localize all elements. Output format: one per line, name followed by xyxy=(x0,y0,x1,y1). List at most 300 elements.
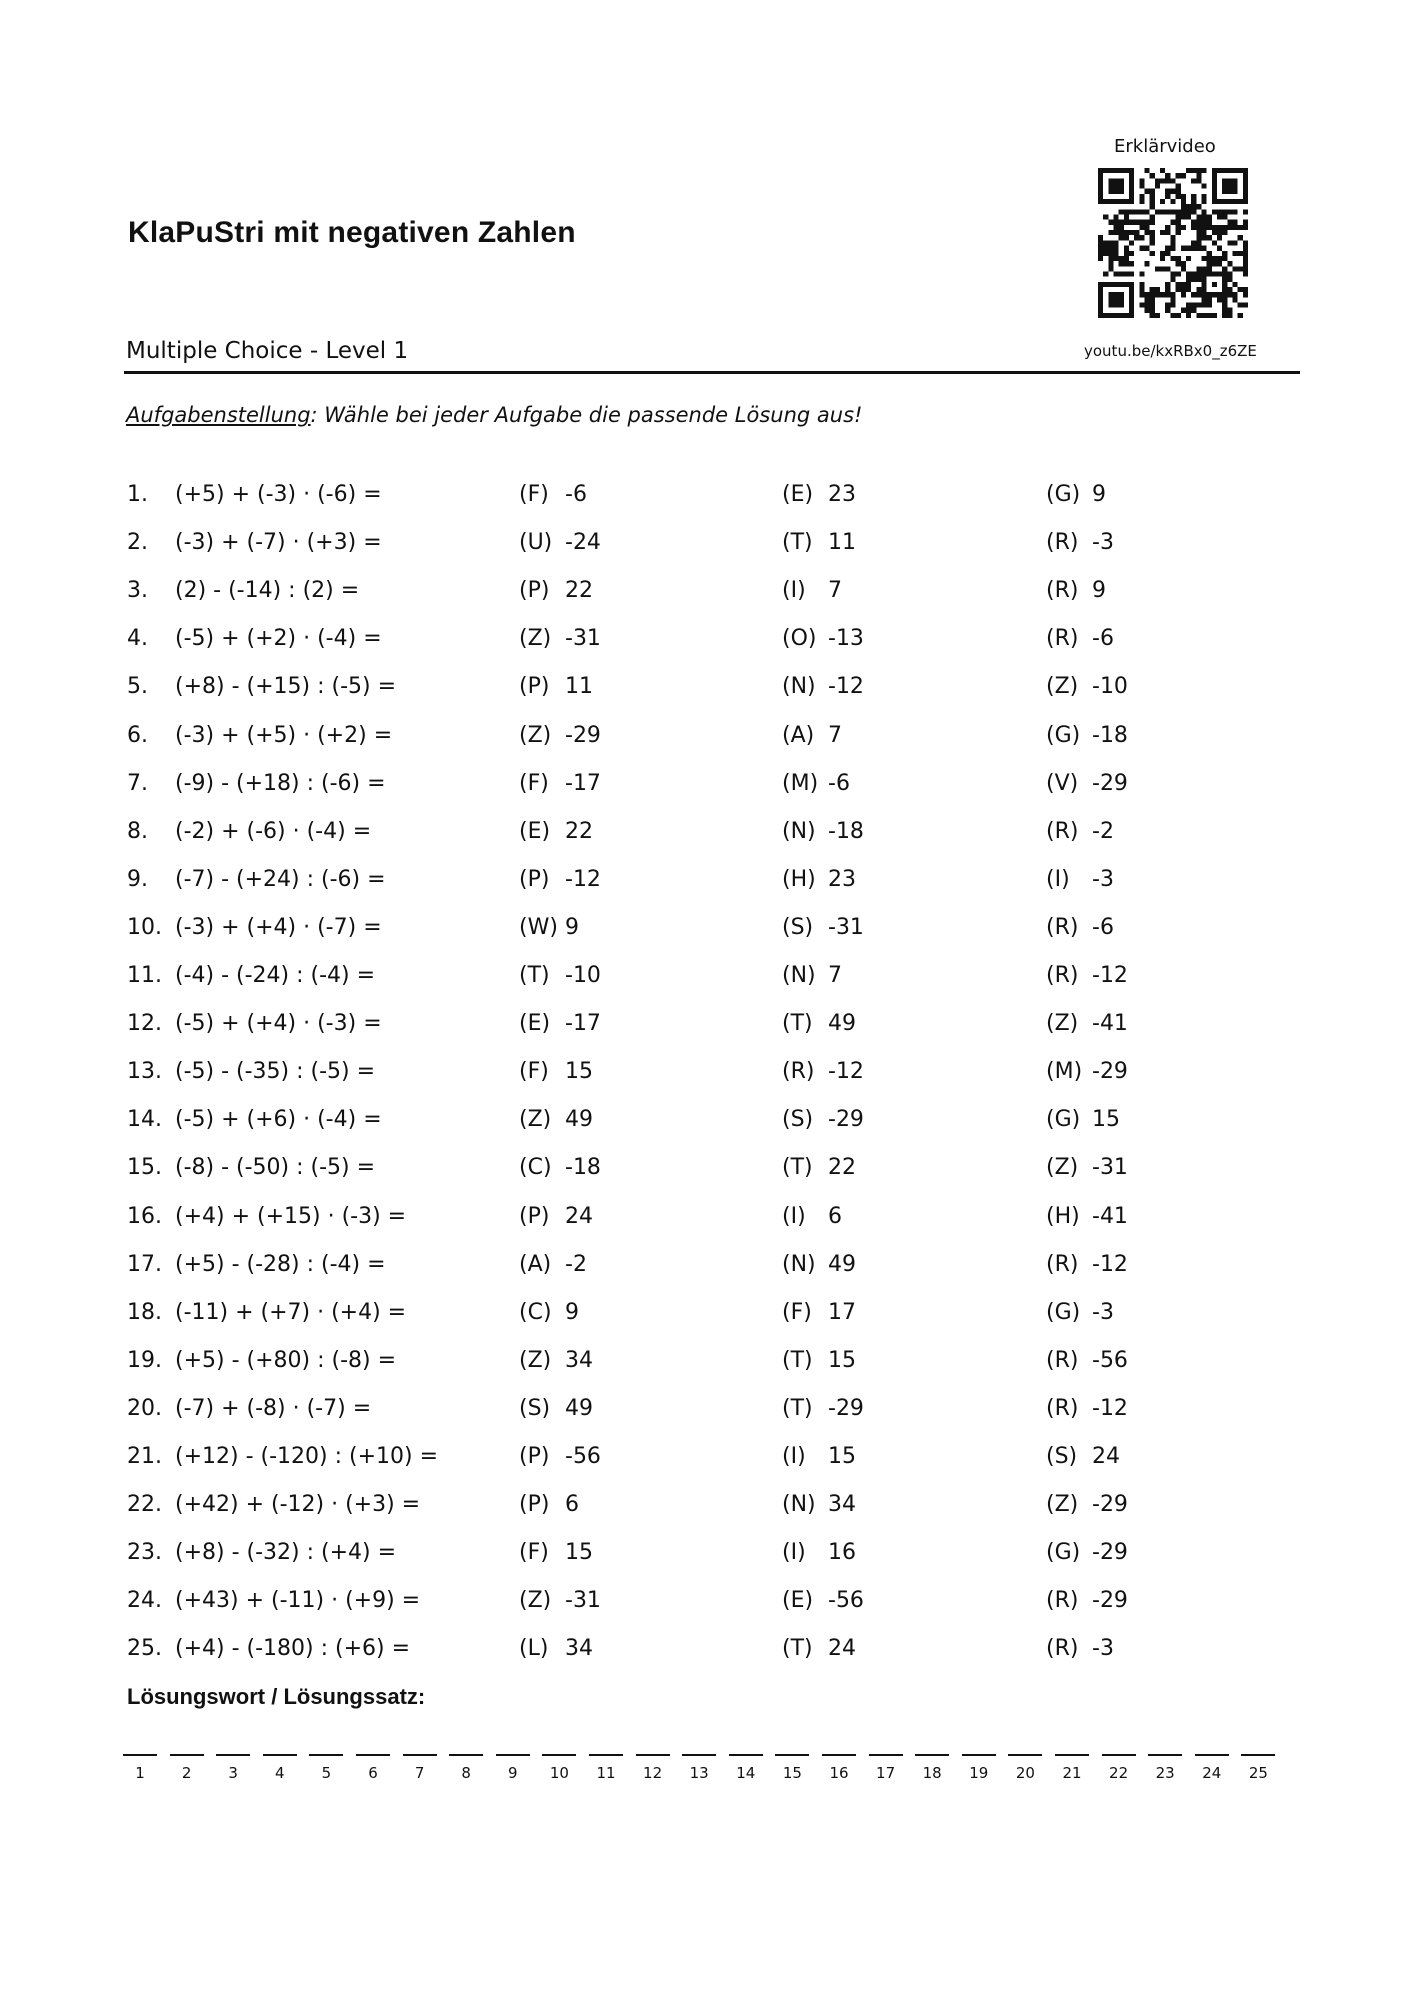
task-expression: (-3) + (-7) · (+3) = xyxy=(175,530,382,556)
answer-option-c[interactable] xyxy=(1046,1145,1128,1191)
option-letter: (N) xyxy=(782,818,816,844)
task-row xyxy=(0,1626,1414,1672)
answer-option-b[interactable] xyxy=(782,1290,856,1336)
option-letter: (G) xyxy=(1046,482,1081,507)
answer-option-c[interactable] xyxy=(1046,1194,1128,1240)
answer-option-a[interactable] xyxy=(519,1578,601,1624)
blank-index: 17 xyxy=(876,1764,896,1782)
option-letter: (S) xyxy=(782,1107,814,1133)
task-row xyxy=(0,1530,1414,1576)
task-expression: (+42) + (-12) · (+3) = xyxy=(175,1492,421,1518)
answer-option-c[interactable] xyxy=(1046,713,1128,759)
option-value: 11 xyxy=(565,674,593,700)
option-value: 6 xyxy=(565,1492,579,1518)
option-letter: (H) xyxy=(1046,1203,1080,1229)
answer-option-c[interactable] xyxy=(1046,1242,1128,1288)
blank-index: 10 xyxy=(549,1764,569,1782)
blank-index: 5 xyxy=(321,1764,332,1782)
answer-option-c[interactable] xyxy=(1046,616,1114,662)
task-expression: (-5) + (+4) · (-3) = xyxy=(175,1011,382,1037)
option-letter: (C) xyxy=(519,1155,552,1181)
blank-index: 23 xyxy=(1155,1764,1175,1782)
option-value: -3 xyxy=(1092,1636,1114,1662)
answer-option-b[interactable] xyxy=(782,1145,856,1191)
answer-option-b[interactable] xyxy=(782,1338,856,1384)
option-letter: (N) xyxy=(782,963,816,988)
option-value: 49 xyxy=(565,1107,593,1133)
answer-option-c[interactable] xyxy=(1046,568,1106,614)
blank-index: 2 xyxy=(181,1764,192,1782)
solution-blank[interactable] xyxy=(1008,1754,1042,1782)
answer-option-a[interactable] xyxy=(519,1626,593,1672)
option-value: -10 xyxy=(1092,674,1128,700)
answer-option-b[interactable] xyxy=(782,905,864,951)
option-value: 9 xyxy=(565,1299,579,1325)
option-letter: (G) xyxy=(1046,1107,1081,1133)
task-row xyxy=(0,1338,1414,1384)
answer-option-c[interactable] xyxy=(1046,1049,1128,1095)
task-number: 7. xyxy=(127,770,148,796)
solution-blank[interactable] xyxy=(636,1754,670,1782)
solution-blank[interactable] xyxy=(822,1754,856,1782)
answer-option-c[interactable] xyxy=(1046,809,1114,855)
answer-option-b[interactable] xyxy=(782,1530,856,1576)
task-row xyxy=(0,809,1414,855)
answer-option-b[interactable] xyxy=(782,1242,856,1288)
task-number: 19. xyxy=(127,1347,162,1373)
answer-option-a[interactable] xyxy=(519,713,601,759)
answer-option-b[interactable] xyxy=(782,568,842,614)
option-letter: (E) xyxy=(519,1011,551,1037)
task-number: 6. xyxy=(127,722,148,748)
task-expression: (+43) + (-11) · (+9) = xyxy=(175,1588,421,1614)
solution-blank[interactable] xyxy=(915,1754,949,1782)
answer-option-b[interactable] xyxy=(782,1626,856,1672)
task-row xyxy=(0,1001,1414,1047)
task-expression: (-5) - (-35) : (-5) = xyxy=(175,1059,376,1085)
blank-index: 20 xyxy=(1015,1764,1035,1782)
task-expression: (+5) + (-3) · (-6) = xyxy=(175,482,382,507)
option-value: -10 xyxy=(565,963,601,988)
option-letter: (R) xyxy=(1046,626,1079,652)
solution-blank[interactable] xyxy=(403,1754,437,1782)
option-letter: (Z) xyxy=(519,722,552,748)
option-letter: (P) xyxy=(519,578,550,604)
option-letter: (S) xyxy=(1046,1444,1078,1469)
answer-option-c[interactable] xyxy=(1046,1386,1128,1432)
blank-index: 3 xyxy=(228,1764,238,1782)
answer-option-c[interactable] xyxy=(1046,761,1128,807)
task-expression: (+5) - (+80) : (-8) = xyxy=(175,1347,397,1373)
page-title: KlaPuStri mit negativen Zahlen xyxy=(128,216,576,249)
option-value: -13 xyxy=(828,626,864,652)
option-letter: (E) xyxy=(782,482,814,507)
answer-option-a[interactable] xyxy=(519,520,601,566)
answer-option-c[interactable] xyxy=(1046,1626,1114,1672)
solution-blank[interactable] xyxy=(775,1754,809,1782)
answer-option-b[interactable] xyxy=(782,713,842,759)
solution-blank[interactable] xyxy=(216,1754,250,1782)
answer-option-b[interactable] xyxy=(782,1386,864,1432)
task-expression: (-7) + (-8) · (-7) = xyxy=(175,1395,372,1421)
answer-option-b[interactable] xyxy=(782,1194,842,1240)
blank-index: 19 xyxy=(969,1764,989,1782)
blank-line xyxy=(636,1754,670,1756)
option-letter: (T) xyxy=(519,963,550,988)
answer-option-b[interactable] xyxy=(782,761,850,807)
answer-option-c[interactable] xyxy=(1046,1434,1120,1480)
blank-index: 14 xyxy=(736,1764,756,1782)
option-value: 24 xyxy=(1092,1444,1120,1469)
answer-option-b[interactable] xyxy=(782,616,864,662)
option-letter: (Z) xyxy=(519,1107,552,1133)
blank-index: 4 xyxy=(275,1764,285,1782)
answer-option-c[interactable] xyxy=(1046,472,1106,518)
answer-option-a[interactable] xyxy=(519,857,601,903)
solution-blank[interactable] xyxy=(729,1754,763,1782)
answer-option-c[interactable] xyxy=(1046,1578,1128,1624)
blank-line xyxy=(1008,1754,1042,1756)
solution-blank[interactable] xyxy=(263,1754,297,1782)
task-row xyxy=(0,568,1414,614)
answer-option-a[interactable] xyxy=(519,905,579,951)
solution-blank[interactable] xyxy=(356,1754,390,1782)
blank-line xyxy=(869,1754,903,1756)
option-value: 49 xyxy=(828,1011,856,1037)
option-value: 15 xyxy=(828,1444,856,1469)
option-letter: (Z) xyxy=(519,1347,552,1373)
task-number: 17. xyxy=(127,1251,162,1277)
answer-option-a[interactable] xyxy=(519,1530,593,1576)
option-letter: (G) xyxy=(1046,722,1081,748)
header-divider xyxy=(124,371,1300,374)
option-value: 34 xyxy=(828,1492,856,1518)
answer-option-a[interactable] xyxy=(519,1290,579,1336)
answer-option-a[interactable] xyxy=(519,1482,579,1528)
answer-option-a[interactable] xyxy=(519,616,601,662)
option-value: 15 xyxy=(1092,1107,1120,1133)
answer-option-a[interactable] xyxy=(519,1242,587,1288)
answer-option-b[interactable] xyxy=(782,1482,856,1528)
option-letter: (T) xyxy=(782,1395,813,1421)
option-letter: (V) xyxy=(1046,770,1079,796)
solution-blank[interactable] xyxy=(1055,1754,1089,1782)
blank-index: 15 xyxy=(782,1764,802,1782)
solution-blank[interactable] xyxy=(309,1754,343,1782)
blank-line xyxy=(263,1754,297,1756)
option-value: -56 xyxy=(1092,1347,1128,1373)
option-value: -6 xyxy=(828,770,850,796)
task-number: 1. xyxy=(127,482,148,507)
answer-option-c[interactable] xyxy=(1046,857,1114,903)
option-value: -31 xyxy=(565,626,601,652)
answer-option-a[interactable] xyxy=(519,1434,601,1480)
blank-index: 1 xyxy=(135,1764,145,1782)
qr-caption: Erklärvideo xyxy=(1114,136,1216,157)
blank-line xyxy=(589,1754,623,1756)
option-letter: (R) xyxy=(1046,1636,1079,1662)
option-value: 15 xyxy=(565,1059,593,1085)
option-value: 34 xyxy=(565,1347,593,1373)
answer-option-c[interactable] xyxy=(1046,1001,1128,1047)
task-expression: (-7) - (+24) : (-6) = xyxy=(175,866,386,892)
solution-label: Lösungswort / Lösungssatz: xyxy=(127,1684,426,1709)
solution-blank[interactable] xyxy=(1195,1754,1229,1782)
option-letter: (N) xyxy=(782,674,816,700)
task-row xyxy=(0,1242,1414,1288)
option-letter: (R) xyxy=(1046,914,1079,940)
blank-index: 22 xyxy=(1109,1764,1129,1782)
blank-index: 24 xyxy=(1202,1764,1222,1782)
qr-code-icon[interactable] xyxy=(1098,168,1248,318)
task-number: 15. xyxy=(127,1155,162,1181)
option-letter: (E) xyxy=(519,818,551,844)
option-value: 15 xyxy=(828,1347,856,1373)
option-letter: (T) xyxy=(782,1347,813,1373)
option-value: 49 xyxy=(565,1395,593,1421)
task-expression: (-5) + (+2) · (-4) = xyxy=(175,626,382,652)
blank-index: 13 xyxy=(689,1764,709,1782)
option-letter: (F) xyxy=(782,1299,812,1325)
solution-blank[interactable] xyxy=(682,1754,716,1782)
answer-option-b[interactable] xyxy=(782,857,856,903)
option-value: -29 xyxy=(1092,1059,1128,1085)
option-letter: (Z) xyxy=(1046,1011,1079,1037)
option-letter: (I) xyxy=(1046,866,1070,892)
option-letter: (R) xyxy=(1046,963,1079,988)
option-letter: (R) xyxy=(1046,1395,1079,1421)
blank-line xyxy=(1148,1754,1182,1756)
option-value: -3 xyxy=(1092,530,1114,556)
option-value: -17 xyxy=(565,1011,601,1037)
answer-option-a[interactable] xyxy=(519,1194,593,1240)
option-value: -3 xyxy=(1092,1299,1114,1325)
answer-option-b[interactable] xyxy=(782,520,856,566)
solution-blank[interactable] xyxy=(1102,1754,1136,1782)
solution-blank[interactable] xyxy=(542,1754,576,1782)
option-value: 23 xyxy=(828,482,856,507)
task-number: 3. xyxy=(127,578,148,604)
task-number: 5. xyxy=(127,674,148,700)
option-value: -29 xyxy=(1092,1588,1128,1614)
answer-option-c[interactable] xyxy=(1046,905,1114,951)
option-letter: (R) xyxy=(1046,818,1079,844)
option-letter: (Z) xyxy=(1046,1492,1079,1518)
option-letter: (P) xyxy=(519,1444,550,1469)
option-letter: (Z) xyxy=(1046,674,1079,700)
answer-option-b[interactable] xyxy=(782,1578,864,1624)
task-expression: (+8) - (-32) : (+4) = xyxy=(175,1540,397,1566)
option-value: -29 xyxy=(1092,1492,1128,1518)
option-letter: (S) xyxy=(519,1395,551,1421)
solution-blank[interactable] xyxy=(869,1754,903,1782)
answer-option-c[interactable] xyxy=(1046,1097,1120,1143)
option-value: -6 xyxy=(565,482,587,507)
answer-option-a[interactable] xyxy=(519,953,601,999)
task-expression: (-9) - (+18) : (-6) = xyxy=(175,770,386,796)
task-number: 18. xyxy=(127,1299,162,1325)
answer-option-a[interactable] xyxy=(519,472,587,518)
option-value: -18 xyxy=(565,1155,601,1181)
task-number: 12. xyxy=(127,1011,162,1037)
video-link[interactable]: youtu.be/kxRBx0_z6ZE xyxy=(1084,342,1257,360)
option-letter: (E) xyxy=(782,1588,814,1614)
task-number: 10. xyxy=(127,914,162,940)
answer-option-a[interactable] xyxy=(519,1386,593,1432)
task-expression: (-8) - (-50) : (-5) = xyxy=(175,1155,376,1181)
task-row xyxy=(0,1290,1414,1336)
solution-blank[interactable] xyxy=(496,1754,530,1782)
answer-option-a[interactable] xyxy=(519,664,593,710)
answer-option-b[interactable] xyxy=(782,953,842,999)
answer-option-b[interactable] xyxy=(782,664,864,710)
option-value: 9 xyxy=(1092,482,1106,507)
answer-option-a[interactable] xyxy=(519,1338,593,1384)
option-value: -41 xyxy=(1092,1011,1128,1037)
blank-line xyxy=(682,1754,716,1756)
task-expression: (+5) - (-28) : (-4) = xyxy=(175,1251,386,1277)
blank-line xyxy=(403,1754,437,1756)
option-value: -18 xyxy=(828,818,864,844)
option-value: -18 xyxy=(1092,722,1128,748)
answer-option-a[interactable] xyxy=(519,1049,593,1095)
option-value: 7 xyxy=(828,578,842,604)
option-value: -12 xyxy=(828,1059,864,1085)
option-value: -6 xyxy=(1092,626,1114,652)
level-subtitle: Multiple Choice - Level 1 xyxy=(126,338,409,364)
answer-option-b[interactable] xyxy=(782,1097,864,1143)
option-letter: (G) xyxy=(1046,1299,1081,1325)
blank-index: 11 xyxy=(596,1764,616,1782)
option-letter: (T) xyxy=(782,530,813,556)
blank-line xyxy=(496,1754,530,1756)
instruction xyxy=(126,403,862,427)
option-letter: (R) xyxy=(1046,1251,1079,1277)
option-value: -56 xyxy=(828,1588,864,1614)
task-expression: (-5) + (+6) · (-4) = xyxy=(175,1107,382,1133)
blank-line xyxy=(1195,1754,1229,1756)
answer-option-b[interactable] xyxy=(782,1049,864,1095)
task-row xyxy=(0,761,1414,807)
answer-option-c[interactable] xyxy=(1046,953,1128,999)
task-number: 24. xyxy=(127,1588,162,1614)
solution-blank[interactable] xyxy=(170,1754,204,1782)
answer-option-a[interactable] xyxy=(519,1001,601,1047)
task-row xyxy=(0,472,1414,518)
answer-option-b[interactable] xyxy=(782,1001,856,1047)
blank-line xyxy=(309,1754,343,1756)
answer-option-c[interactable] xyxy=(1046,1290,1114,1336)
task-number: 21. xyxy=(127,1444,162,1469)
option-value: -29 xyxy=(1092,770,1128,796)
option-value: -12 xyxy=(1092,1251,1128,1277)
option-value: 15 xyxy=(565,1540,593,1566)
option-letter: (F) xyxy=(519,1540,549,1566)
answer-option-b[interactable] xyxy=(782,472,856,518)
instruction-label: Aufgabenstellung xyxy=(126,403,311,427)
task-expression: (-11) + (+7) · (+4) = xyxy=(175,1299,407,1325)
answer-option-c[interactable] xyxy=(1046,1338,1128,1384)
option-value: -31 xyxy=(1092,1155,1128,1181)
task-row xyxy=(0,857,1414,903)
option-value: 22 xyxy=(565,578,593,604)
option-value: 17 xyxy=(828,1299,856,1325)
solution-blank[interactable] xyxy=(589,1754,623,1782)
solution-blank[interactable] xyxy=(1148,1754,1182,1782)
answer-option-c[interactable] xyxy=(1046,520,1114,566)
option-value: -12 xyxy=(828,674,864,700)
answer-option-c[interactable] xyxy=(1046,664,1128,710)
task-expression: (2) - (-14) : (2) = xyxy=(175,578,360,604)
option-letter: (U) xyxy=(519,530,553,556)
instruction-text: : Wähle bei jeder Aufgabe die passende Lösung aus! xyxy=(310,403,863,427)
task-expression: (+12) - (-120) : (+10) = xyxy=(175,1444,439,1469)
task-number: 4. xyxy=(127,626,148,652)
task-number: 8. xyxy=(127,818,148,844)
answer-option-a[interactable] xyxy=(519,761,601,807)
task-expression: (-2) + (-6) · (-4) = xyxy=(175,818,372,844)
option-value: -31 xyxy=(828,914,864,940)
solution-blank[interactable] xyxy=(123,1754,157,1782)
option-letter: (Z) xyxy=(519,626,552,652)
option-letter: (L) xyxy=(519,1636,549,1662)
blank-line xyxy=(775,1754,809,1756)
answer-option-a[interactable] xyxy=(519,1097,593,1143)
option-letter: (P) xyxy=(519,866,550,892)
option-value: -2 xyxy=(565,1251,587,1277)
answer-option-b[interactable] xyxy=(782,809,864,855)
task-row xyxy=(0,1097,1414,1143)
option-value: 9 xyxy=(565,914,579,940)
option-letter: (W) xyxy=(519,914,558,940)
answer-option-c[interactable] xyxy=(1046,1482,1128,1528)
blank-line xyxy=(1102,1754,1136,1756)
blank-line xyxy=(822,1754,856,1756)
blank-index: 6 xyxy=(368,1764,378,1782)
option-value: -41 xyxy=(1092,1203,1128,1229)
option-value: -17 xyxy=(565,770,601,796)
blank-index: 18 xyxy=(922,1764,942,1782)
task-row xyxy=(0,1049,1414,1095)
answer-option-a[interactable] xyxy=(519,1145,601,1191)
option-value: 16 xyxy=(828,1540,856,1566)
solution-blank[interactable] xyxy=(962,1754,996,1782)
option-letter: (Z) xyxy=(1046,1155,1079,1181)
task-number: 13. xyxy=(127,1059,162,1085)
task-number: 9. xyxy=(127,866,148,892)
option-letter: (R) xyxy=(1046,578,1079,604)
answer-option-c[interactable] xyxy=(1046,1530,1128,1576)
solution-blank[interactable] xyxy=(449,1754,483,1782)
blank-index: 25 xyxy=(1248,1764,1268,1782)
answer-option-a[interactable] xyxy=(519,809,593,855)
answer-option-b[interactable] xyxy=(782,1434,856,1480)
answer-option-a[interactable] xyxy=(519,568,593,614)
blank-line xyxy=(170,1754,204,1756)
solution-blank[interactable] xyxy=(1241,1754,1275,1782)
option-letter: (N) xyxy=(782,1251,816,1277)
option-letter: (A) xyxy=(519,1251,552,1277)
option-value: 11 xyxy=(828,530,856,556)
option-letter: (P) xyxy=(519,1203,550,1229)
option-value: -12 xyxy=(1092,1395,1128,1421)
option-letter: (O) xyxy=(782,626,817,652)
task-number: 16. xyxy=(127,1203,162,1229)
option-value: 24 xyxy=(828,1636,856,1662)
option-letter: (C) xyxy=(519,1299,552,1325)
blank-line xyxy=(729,1754,763,1756)
option-value: 24 xyxy=(565,1203,593,1229)
